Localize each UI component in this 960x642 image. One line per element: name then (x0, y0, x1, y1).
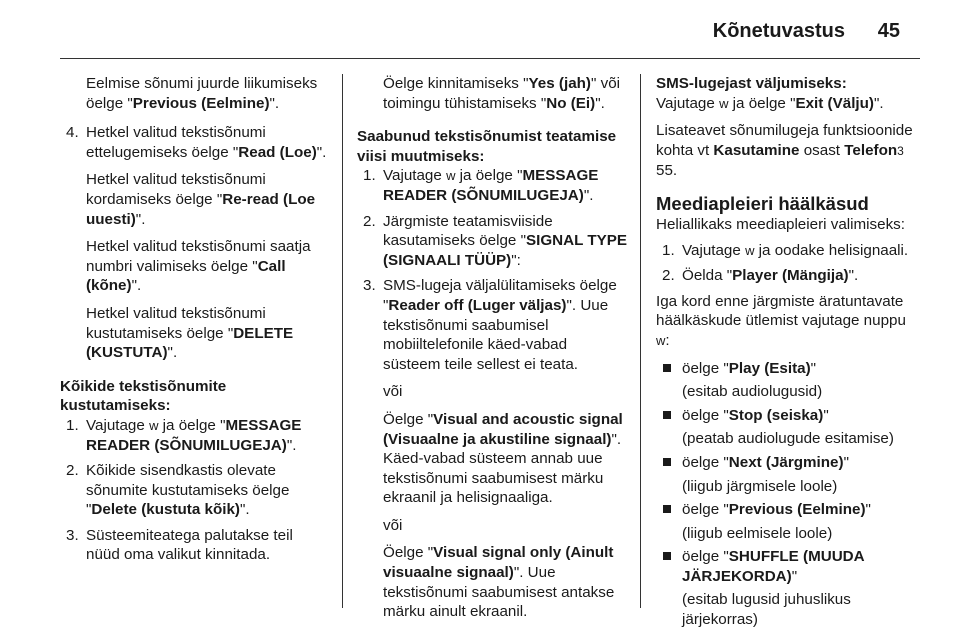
text: öelge " (682, 453, 729, 471)
text: Vajutage (656, 94, 720, 112)
command-player: Player (Mängija) (732, 267, 849, 285)
command-stop: Stop (seiska) (728, 406, 824, 424)
command-yes: Yes (jah) (528, 75, 591, 92)
text: ". (873, 94, 884, 112)
paragraph-call (60, 237, 328, 296)
text: ". (269, 94, 280, 112)
item-number: 1. (66, 416, 79, 434)
text: " (810, 359, 817, 377)
text: " (823, 406, 829, 424)
text: Hetkel valitud tekstisõnumi ettelugemiseks öelge " (86, 124, 266, 161)
text: Eelmise sõnumi juurde liikumiseks öelge " (86, 75, 318, 112)
section-heading-exit: SMS-lugejast väljumiseks: (656, 75, 847, 92)
item-number: 3. (66, 526, 79, 544)
command-visual-only: Visual signal only (Ainult visuaalne signaal) (383, 544, 614, 582)
bullet-square-icon (663, 505, 671, 513)
text: ". Käed-vabad süsteem annab uue tekstisõnumi saabumisest märku ekraanil ja helisignaaliga. (383, 430, 622, 507)
item-number: 2. (66, 462, 79, 480)
column-3 (656, 74, 924, 630)
column-2 (357, 74, 627, 622)
text: " (791, 567, 798, 585)
item-number: 1. (662, 241, 675, 259)
list-item-1 (60, 416, 328, 455)
command-shuffle: SHUFFLE (MUUDA JÄRJEKORDA) (682, 548, 865, 585)
text: Vajutage (682, 241, 746, 259)
section-heading-notification: Saabunud tekstisõnumist teatamise viisi muutmiseks: (357, 128, 617, 165)
bullet-shuffle (656, 547, 924, 586)
text: Hetkel valitud tekstisõnumi kustutamiseks öelge " (86, 304, 266, 342)
paragraph-visual-only (357, 543, 627, 621)
text: ". Uue tekstisõnumi saabumisest antakse märku ainult ekraanil. (383, 564, 615, 621)
text: ". (595, 94, 605, 112)
item-number: 2. (363, 212, 376, 230)
command-exit: Exit (Välju) (795, 94, 874, 112)
text: Iga kord enne järgmiste äratuntavate häälkäskude ütlemist vajutage nuppu (656, 292, 906, 330)
text: Vajutage (86, 416, 150, 434)
text: Öelge " (383, 410, 434, 428)
page-reference: 55. (656, 162, 678, 180)
phone-icon: w (446, 168, 456, 184)
section-heading-media-player: Meediapleieri häälkäsud (656, 192, 869, 214)
item-number: 3. (363, 277, 376, 295)
item-number: 1. (363, 167, 376, 185)
bullet-description: (peatab audiolugude esitamise) (682, 430, 894, 448)
reference-phone: Telefon (844, 141, 898, 159)
command-message-reader: MESSAGE READER (SÕNUMILUGEJA) (383, 167, 599, 204)
text: ". (167, 344, 178, 362)
paragraph-delete (60, 304, 328, 363)
text: ". (135, 210, 146, 228)
command-signal-type: SIGNAL TYPE (SIGNAALI TÜÜP) (383, 232, 627, 269)
text: Järgmiste teatamisviiside kasutamiseks öelge " (383, 212, 553, 250)
text: Öelge " (383, 544, 434, 562)
text: Hetkel valitud tekstisõnumi saatja numbri valimiseks öelge " (86, 238, 311, 275)
column-1 (60, 74, 328, 565)
command-reader-off: Reader off (Luger väljas) (388, 296, 567, 314)
or-text: või (383, 383, 403, 401)
list-item-1 (656, 241, 924, 261)
paragraph-media-select: Heliallikaks meediapleieri valimiseks: (656, 215, 905, 233)
or-text: või (383, 516, 403, 534)
command-read: Read (Loe) (238, 143, 317, 161)
text: ". (848, 267, 859, 285)
text: Öelda " (682, 267, 733, 285)
list-item-1 (357, 166, 627, 205)
text: osast (799, 141, 845, 159)
list-item-3 (357, 276, 627, 374)
bullet-stop (656, 406, 924, 426)
command-visual-acoustic: Visual and acoustic signal (Visuaalne ja akustiline signaal) (383, 410, 623, 448)
command-previous: Previous (Eelmine) (728, 501, 866, 519)
text: SMS-lugeja väljalülitamiseks öelge " (383, 277, 617, 314)
bullet-square-icon (663, 458, 671, 466)
text: Hetkel valitud tekstisõnumi kordamiseks öelge " (86, 171, 266, 208)
text: öelge " (682, 501, 729, 519)
text: öelge " (682, 406, 729, 424)
item-number: 4. (66, 124, 79, 142)
page-reference-arrow-icon: 3 (897, 143, 904, 158)
command-call: Call (kõne) (86, 257, 286, 295)
text: Öelge kinnitamiseks " (383, 75, 529, 92)
list-item-2 (357, 212, 627, 271)
list-item-4 (60, 123, 328, 162)
command-delete-all: Delete (kustuta kõik) (91, 501, 240, 519)
bullet-description: (esitab lugusid juhuslikus järjekorras) (682, 591, 851, 629)
bullet-square-icon (663, 364, 671, 372)
text: öelge " (682, 359, 729, 377)
item-number: 2. (662, 267, 675, 285)
command-previous: Previous (Eelmine) (132, 94, 270, 112)
text: " või toimingu tühistamiseks " (383, 75, 621, 112)
phone-icon: w (656, 332, 666, 348)
text: " (865, 501, 871, 519)
command-reread: Re-read (Loe uuesti) (86, 190, 316, 228)
paragraph-more-info (656, 121, 924, 181)
text: ". (583, 186, 594, 204)
list-item-2 (60, 461, 328, 520)
paragraph-previous (60, 74, 328, 113)
bullet-square-icon (663, 552, 671, 560)
text: ". (131, 277, 142, 295)
command-next: Next (Järgmine) (728, 453, 844, 471)
paragraph-visual-acoustic (357, 410, 627, 508)
phone-icon: w (149, 417, 159, 433)
header-divider (60, 58, 920, 59)
list-item-2 (656, 266, 924, 286)
text: " (843, 453, 849, 471)
paragraph-exit (656, 94, 924, 114)
bullet-play (656, 359, 924, 379)
command-message-reader: MESSAGE READER (SÕNUMILUGEJA) (86, 416, 302, 454)
text: öelge " (682, 548, 729, 566)
text: Vajutage (383, 167, 447, 185)
phone-icon: w (719, 95, 729, 111)
paragraph-confirm (357, 74, 627, 113)
command-no: No (Ei) (546, 94, 596, 112)
page-number: 45 (877, 20, 900, 42)
text: Lisateavet sõnumilugeja funktsioonide kohta vt (656, 122, 913, 159)
text: ". Uue tekstisõnumi saabumisel mobiiltelefonile käed-vabad süsteem teile sellest ei teata. (383, 296, 609, 373)
section-heading-delete-all: Kõikide tekstisõnumite kustutamiseks: (60, 377, 227, 415)
column-divider-1 (342, 74, 343, 608)
paragraph-reread (60, 170, 328, 229)
list-item-3 (60, 526, 328, 565)
command-play: Play (Esita) (728, 359, 811, 377)
bullet-square-icon (663, 411, 671, 419)
bullet-next (656, 453, 924, 473)
text: ". (316, 143, 327, 161)
page-title: Kõnetuvastus (712, 20, 845, 42)
text: ja öelge " (728, 94, 796, 112)
phone-icon: w (745, 242, 755, 258)
text: Kõikide sisendkastis olevate sõnumite kustutamiseks öelge " (86, 462, 290, 519)
text: ". (286, 436, 297, 454)
text: ja öelge " (455, 167, 523, 185)
text: ja öelge " (158, 416, 226, 434)
text: Süsteemiteatega palutakse teil nüüd oma valikut kinnitada. (86, 526, 293, 564)
column-divider-2 (640, 74, 641, 608)
text: : (665, 331, 670, 349)
bullet-previous (656, 500, 924, 520)
bullet-description: (liigub järgmisele loole) (682, 477, 838, 495)
text: ": (511, 251, 521, 269)
command-delete: DELETE (KUSTUTA) (86, 324, 294, 362)
bullet-description: (liigub eelmisele loole) (682, 524, 833, 542)
text: ja oodake helisignaali. (754, 241, 909, 259)
bullet-description: (esitab audiolugusid) (682, 383, 823, 401)
reference-usage: Kasutamine (713, 141, 800, 159)
paragraph-press-button (656, 292, 924, 351)
text: ". (239, 501, 250, 519)
